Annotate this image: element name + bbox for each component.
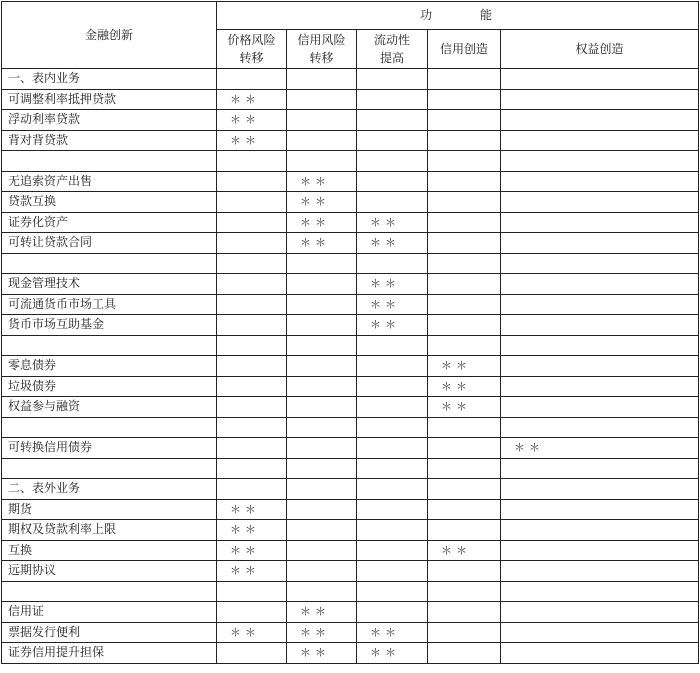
table-row	[2, 294, 699, 315]
function-header-line1: 信用创造	[439, 42, 488, 56]
function-mark: ＊＊	[357, 622, 428, 643]
function-mark	[501, 274, 699, 295]
function-mark: ＊＊	[217, 540, 287, 561]
row-label: 证券化资产	[2, 212, 217, 233]
function-mark	[428, 315, 501, 336]
function-header-line1: 流动性	[373, 33, 410, 47]
function-mark: ＊＊	[357, 233, 428, 254]
function-mark	[428, 274, 501, 295]
row-label: 一、表内业务	[2, 69, 217, 90]
function-mark: ＊＊	[287, 212, 357, 233]
row-label	[2, 335, 217, 356]
function-mark	[357, 110, 428, 131]
function-mark	[501, 581, 699, 602]
function-mark	[501, 212, 699, 233]
function-mark: ＊＊	[428, 376, 501, 397]
function-mark	[357, 561, 428, 582]
function-mark	[357, 581, 428, 602]
function-mark	[501, 376, 699, 397]
function-mark: ＊＊	[287, 233, 357, 254]
row-label: 二、表外业务	[2, 479, 217, 500]
function-mark	[428, 69, 501, 90]
function-mark	[357, 253, 428, 274]
function-mark	[217, 171, 287, 192]
row-label: 可流通货币市场工具	[2, 294, 217, 315]
function-mark	[501, 622, 699, 643]
function-mark	[501, 540, 699, 561]
function-mark	[287, 69, 357, 90]
table-row	[2, 397, 699, 418]
function-mark	[428, 192, 501, 213]
function-mark	[287, 499, 357, 520]
function-header	[217, 30, 287, 69]
function-mark	[428, 643, 501, 664]
function-mark	[217, 315, 287, 336]
function-mark	[287, 458, 357, 479]
table-row	[2, 540, 699, 561]
function-mark	[357, 376, 428, 397]
function-mark: ＊＊	[357, 294, 428, 315]
function-mark	[287, 397, 357, 418]
function-mark	[357, 458, 428, 479]
function-mark	[357, 171, 428, 192]
table-row	[2, 499, 699, 520]
spacer-row	[2, 458, 699, 479]
function-mark	[428, 581, 501, 602]
function-mark	[428, 602, 501, 623]
function-mark	[357, 69, 428, 90]
function-mark: ＊＊	[287, 192, 357, 213]
function-mark	[428, 335, 501, 356]
row-label: 信用证	[2, 602, 217, 623]
spacer-row	[2, 417, 699, 438]
function-mark	[287, 438, 357, 459]
spacer-row	[2, 151, 699, 172]
function-mark	[357, 89, 428, 110]
function-mark	[501, 151, 699, 172]
row-label: 票据发行便利	[2, 622, 217, 643]
table-row	[2, 315, 699, 336]
function-mark	[287, 561, 357, 582]
function-mark: ＊＊	[287, 171, 357, 192]
function-mark	[287, 520, 357, 541]
table-row	[2, 110, 699, 131]
function-mark	[501, 171, 699, 192]
table-row	[2, 520, 699, 541]
function-mark	[428, 130, 501, 151]
function-header	[287, 30, 357, 69]
table-row	[2, 192, 699, 213]
function-mark	[357, 602, 428, 623]
table-row	[2, 602, 699, 623]
table-row	[2, 561, 699, 582]
function-mark	[357, 335, 428, 356]
function-header-line2: 提高	[379, 51, 404, 65]
function-mark	[501, 643, 699, 664]
function-mark	[428, 233, 501, 254]
function-mark	[287, 417, 357, 438]
function-mark	[501, 356, 699, 377]
row-label: 货币市场互助基金	[2, 315, 217, 336]
function-mark	[428, 417, 501, 438]
function-mark: ＊＊	[357, 315, 428, 336]
function-mark	[428, 212, 501, 233]
row-label	[2, 253, 217, 274]
function-mark	[217, 643, 287, 664]
row-label: 可调整利率抵押贷款	[2, 89, 217, 110]
function-header	[501, 30, 699, 69]
function-header	[428, 30, 501, 69]
table-row	[2, 233, 699, 254]
table-row	[2, 643, 699, 664]
function-mark	[357, 540, 428, 561]
row-label: 零息债券	[2, 356, 217, 377]
function-mark	[287, 540, 357, 561]
table-row	[2, 438, 699, 459]
function-mark	[501, 192, 699, 213]
row-label: 期权及贷款利率上限	[2, 520, 217, 541]
function-mark	[287, 335, 357, 356]
function-mark	[501, 561, 699, 582]
function-mark	[217, 253, 287, 274]
row-label: 互换	[2, 540, 217, 561]
function-mark	[357, 130, 428, 151]
function-mark	[501, 520, 699, 541]
function-header-line2: 转移	[309, 51, 334, 65]
function-mark	[217, 274, 287, 295]
row-label: 期货	[2, 499, 217, 520]
function-mark	[357, 520, 428, 541]
function-mark: ＊＊	[287, 622, 357, 643]
function-mark: ＊＊	[287, 602, 357, 623]
function-header-line2: 转移	[239, 51, 264, 65]
function-mark: ＊＊	[357, 274, 428, 295]
function-mark	[287, 110, 357, 131]
function-mark	[428, 253, 501, 274]
function-mark	[501, 458, 699, 479]
function-mark	[501, 499, 699, 520]
function-mark	[501, 315, 699, 336]
table-row	[2, 479, 699, 500]
function-mark	[217, 417, 287, 438]
corner-header: 金融创新	[2, 2, 217, 69]
function-mark	[428, 171, 501, 192]
function-mark: ＊＊	[217, 110, 287, 131]
function-mark	[217, 335, 287, 356]
function-mark	[501, 89, 699, 110]
spacer-row	[2, 253, 699, 274]
function-mark	[287, 274, 357, 295]
function-header-line1: 权益创造	[575, 42, 624, 56]
function-mark: ＊＊	[217, 130, 287, 151]
row-label: 现金管理技术	[2, 274, 217, 295]
function-mark	[501, 110, 699, 131]
row-label: 贷款互换	[2, 192, 217, 213]
function-mark	[287, 253, 357, 274]
row-label: 无追索资产出售	[2, 171, 217, 192]
function-group-header: 功 能	[217, 2, 699, 30]
table-row	[2, 69, 699, 90]
function-mark	[287, 315, 357, 336]
row-label: 可转换信用债券	[2, 438, 217, 459]
table-row	[2, 212, 699, 233]
function-mark	[501, 335, 699, 356]
function-mark	[217, 233, 287, 254]
function-mark	[428, 520, 501, 541]
function-mark	[287, 479, 357, 500]
function-mark: ＊＊	[428, 397, 501, 418]
row-label: 权益参与融资	[2, 397, 217, 418]
function-mark	[357, 151, 428, 172]
function-mark	[501, 479, 699, 500]
function-mark	[217, 602, 287, 623]
function-mark	[217, 376, 287, 397]
function-mark	[428, 479, 501, 500]
function-mark	[501, 130, 699, 151]
function-mark	[428, 151, 501, 172]
function-mark	[357, 499, 428, 520]
table-row	[2, 274, 699, 295]
row-label: 垃圾债券	[2, 376, 217, 397]
function-mark	[287, 376, 357, 397]
function-mark	[287, 130, 357, 151]
row-label	[2, 458, 217, 479]
row-label	[2, 581, 217, 602]
function-mark	[428, 89, 501, 110]
function-mark	[217, 479, 287, 500]
function-mark	[501, 602, 699, 623]
function-mark: ＊＊	[287, 643, 357, 664]
function-header-line1: 价格风险	[227, 33, 276, 47]
row-label: 背对背贷款	[2, 130, 217, 151]
row-label	[2, 151, 217, 172]
function-mark: ＊＊	[217, 89, 287, 110]
function-mark	[217, 356, 287, 377]
function-mark	[501, 417, 699, 438]
function-mark	[428, 499, 501, 520]
row-label: 证券信用提升担保	[2, 643, 217, 664]
function-mark	[217, 192, 287, 213]
function-mark	[217, 151, 287, 172]
function-mark	[217, 212, 287, 233]
function-mark	[287, 89, 357, 110]
function-header	[357, 30, 428, 69]
function-mark	[287, 294, 357, 315]
table-row	[2, 171, 699, 192]
function-mark: ＊＊	[428, 356, 501, 377]
function-mark: ＊＊	[217, 622, 287, 643]
function-mark	[428, 561, 501, 582]
function-mark: ＊＊	[217, 520, 287, 541]
function-mark	[217, 294, 287, 315]
function-mark	[501, 69, 699, 90]
row-label: 可转让贷款合同	[2, 233, 217, 254]
function-mark	[501, 253, 699, 274]
row-label	[2, 417, 217, 438]
table-row	[2, 130, 699, 151]
function-mark	[357, 397, 428, 418]
function-mark	[428, 622, 501, 643]
function-mark	[217, 438, 287, 459]
row-label: 远期协议	[2, 561, 217, 582]
function-mark: ＊＊	[501, 438, 699, 459]
function-mark	[357, 417, 428, 438]
function-mark	[428, 438, 501, 459]
function-mark	[287, 151, 357, 172]
spacer-row	[2, 581, 699, 602]
table-row	[2, 622, 699, 643]
function-mark: ＊＊	[217, 499, 287, 520]
table-row	[2, 376, 699, 397]
function-mark	[357, 192, 428, 213]
row-label: 浮动利率贷款	[2, 110, 217, 131]
function-mark: ＊＊	[217, 561, 287, 582]
function-mark	[287, 581, 357, 602]
function-mark	[217, 581, 287, 602]
function-mark	[357, 356, 428, 377]
function-mark	[217, 397, 287, 418]
function-mark	[501, 294, 699, 315]
function-mark	[287, 356, 357, 377]
table-row	[2, 89, 699, 110]
function-header-line1: 信用风险	[297, 33, 346, 47]
function-mark	[501, 397, 699, 418]
function-mark: ＊＊	[357, 643, 428, 664]
function-mark: ＊＊	[428, 540, 501, 561]
function-mark	[428, 294, 501, 315]
function-mark	[357, 438, 428, 459]
function-mark	[217, 458, 287, 479]
function-mark	[357, 479, 428, 500]
table-row	[2, 356, 699, 377]
function-mark	[217, 69, 287, 90]
spacer-row	[2, 335, 699, 356]
function-mark	[428, 458, 501, 479]
function-mark	[428, 110, 501, 131]
financial-innovation-table	[1, 1, 699, 664]
function-mark: ＊＊	[357, 212, 428, 233]
function-mark	[501, 233, 699, 254]
